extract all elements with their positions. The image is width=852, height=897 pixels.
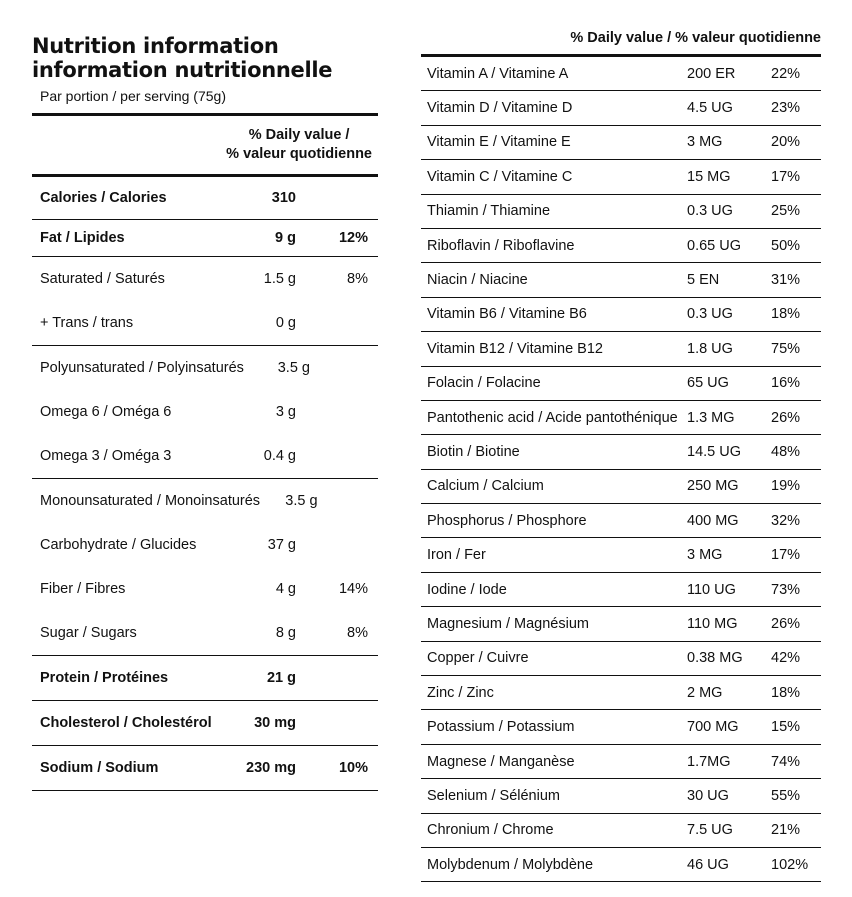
vitamin-dv: 22% xyxy=(771,65,801,82)
vitamin-amount: 250 MG xyxy=(687,478,739,495)
vitamin-label: Chronium / Chrome xyxy=(427,822,554,839)
vitamin-amount: 46 UG xyxy=(687,856,729,873)
dv-header xyxy=(226,126,372,164)
vitamin-label: Copper / Cuivre xyxy=(427,650,529,667)
nutrient-amount: 30 mg xyxy=(254,715,296,731)
vitamin-amount: 3 MG xyxy=(687,547,723,564)
vitamin-row xyxy=(421,91,821,125)
vitamin-label: Riboflavin / Riboflavine xyxy=(427,237,575,254)
nutrient-row xyxy=(32,177,378,219)
vitamin-label: Thiamin / Thiamine xyxy=(427,203,551,220)
vitamin-dv: 26% xyxy=(771,409,801,426)
nutrient-amount: 1.5 g xyxy=(263,271,296,287)
vitamin-amount: 0.65 UG xyxy=(687,237,741,254)
vitamin-row xyxy=(421,814,821,848)
nutrient-label: Omega 3 / Oméga 3 xyxy=(40,448,172,464)
nutrient-label: Fiber / Fibres xyxy=(40,581,126,597)
vitamin-label: Vitamin A / Vitamine A xyxy=(427,65,569,82)
vitamin-label: Phosphorus / Phosphore xyxy=(427,512,587,529)
vitamin-label: Vitamin E / Vitamine E xyxy=(427,134,571,151)
dv-header-block xyxy=(32,113,378,177)
vitamin-amount: 0.3 UG xyxy=(687,203,733,220)
vitamin-row xyxy=(421,676,821,710)
vitamin-dv: 23% xyxy=(771,100,801,117)
vitamin-amount: 400 MG xyxy=(687,512,739,529)
vitamin-label: Iodine / Iode xyxy=(427,581,507,598)
vitamin-dv: 26% xyxy=(771,615,801,632)
vitamin-amount: 200 ER xyxy=(687,65,736,82)
vitamin-row xyxy=(421,642,821,676)
vitamin-dv: 18% xyxy=(771,306,801,323)
vitamin-row xyxy=(421,263,821,297)
vitamin-row xyxy=(421,367,821,401)
nutrition-panel xyxy=(32,34,378,791)
vitamin-dv: 21% xyxy=(771,822,801,839)
nutrient-row xyxy=(32,256,378,301)
vitamin-amount: 700 MG xyxy=(687,719,739,736)
vitamin-amount: 7.5 UG xyxy=(687,822,733,839)
dv-header-line1: % Daily value / xyxy=(248,127,350,143)
vitamin-row xyxy=(421,57,821,91)
vitamin-row xyxy=(421,538,821,572)
vitamins-dv-header: % Daily value / % valeur quotidienne xyxy=(570,30,821,46)
nutrient-label: Sugar / Sugars xyxy=(40,625,137,641)
vitamin-amount: 3 MG xyxy=(687,134,723,151)
nutrient-row xyxy=(32,611,378,655)
nutrient-label: Omega 6 / Oméga 6 xyxy=(40,404,172,420)
vitamin-amount: 1.8 UG xyxy=(687,340,733,357)
nutrient-label: Polyunsaturated / Polyinsaturés xyxy=(40,360,244,376)
nutrient-row xyxy=(32,434,378,478)
vitamin-amount: 110 UG xyxy=(687,581,736,598)
dv-header-line2: % valeur quotidienne xyxy=(226,146,372,162)
nutrient-label: Carbohydrate / Glucides xyxy=(40,537,197,553)
nutrient-label: Protein / Protéines xyxy=(40,670,169,686)
nutrient-label: Cholesterol / Cholestérol xyxy=(40,715,212,731)
vitamin-dv: 75% xyxy=(771,340,801,357)
nutrient-amount: 8 g xyxy=(275,625,296,641)
table-end-rule xyxy=(32,790,378,791)
nutrient-amount: 4 g xyxy=(275,581,296,597)
nutrient-row xyxy=(32,219,378,256)
vitamin-label: Folacin / Folacine xyxy=(427,375,541,392)
vitamin-label: Iron / Fer xyxy=(427,547,486,564)
nutrient-amount: 230 mg xyxy=(246,760,296,776)
vitamin-label: Vitamin D / Vitamine D xyxy=(427,100,573,117)
vitamin-row xyxy=(421,332,821,366)
nutrient-table xyxy=(32,177,378,791)
nutrient-row xyxy=(32,655,378,700)
vitamin-amount: 5 EN xyxy=(687,272,720,289)
nutrient-amount: 9 g xyxy=(275,230,296,246)
vitamin-amount: 14.5 UG xyxy=(687,443,741,460)
nutrient-amount: 0.4 g xyxy=(263,448,296,464)
vitamin-amount: 15 MG xyxy=(687,168,731,185)
vitamin-label: Molybdenum / Molybdène xyxy=(427,856,594,873)
nutrient-row xyxy=(32,523,378,567)
vitamin-dv: 16% xyxy=(771,375,801,392)
vitamin-amount: 0.38 MG xyxy=(687,650,743,667)
nutrient-dv: 14% xyxy=(338,581,368,597)
vitamin-row xyxy=(421,848,821,882)
vitamin-label: Calcium / Calcium xyxy=(427,478,544,495)
vitamin-label: Pantothenic acid / Acide pantothénique xyxy=(427,409,678,426)
vitamin-dv: 50% xyxy=(771,237,801,254)
vitamin-row xyxy=(421,435,821,469)
nutrient-dv: 8% xyxy=(347,271,368,287)
nutrient-dv: 12% xyxy=(338,230,368,246)
vitamin-dv: 55% xyxy=(771,787,801,804)
vitamin-amount: 1.7MG xyxy=(687,753,731,770)
vitamin-row xyxy=(421,504,821,538)
nutrient-row xyxy=(32,700,378,745)
vitamin-row xyxy=(421,573,821,607)
title-french: information nutritionnelle xyxy=(32,58,333,82)
vitamin-dv: 17% xyxy=(771,168,801,185)
nutrient-label: Sodium / Sodium xyxy=(40,760,159,776)
nutrient-label: + Trans / trans xyxy=(40,315,134,331)
vitamin-dv: 25% xyxy=(771,203,801,220)
nutrient-label: Fat / Lipides xyxy=(40,230,125,246)
vitamin-amount: 110 MG xyxy=(687,615,738,632)
nutrient-label: Calories / Calories xyxy=(40,190,167,206)
nutrient-amount: 310 xyxy=(271,190,296,206)
nutrient-label: Monounsaturated / Monoinsaturés xyxy=(40,493,261,509)
nutrient-row xyxy=(32,345,378,390)
vitamin-label: Magnesium / Magnésium xyxy=(427,615,589,632)
nutrient-amount: 0 g xyxy=(275,315,296,331)
nutrient-amount: 37 g xyxy=(267,537,296,553)
serving-size: Par portion / per serving (75g) xyxy=(40,88,226,104)
vitamin-label: Vitamin B6 / Vitamine B6 xyxy=(427,306,587,323)
nutrient-amount: 3 g xyxy=(275,404,296,420)
vitamin-row xyxy=(421,298,821,332)
nutrient-amount: 3.5 g xyxy=(277,360,310,376)
vitamin-dv: 17% xyxy=(771,547,801,564)
vitamin-row xyxy=(421,710,821,744)
nutrient-amount: 21 g xyxy=(266,670,296,686)
vitamin-label: Selenium / Sélénium xyxy=(427,787,560,804)
nutrient-row xyxy=(32,567,378,611)
vitamin-row xyxy=(421,779,821,813)
vitamin-row xyxy=(421,195,821,229)
vitamin-amount: 30 UG xyxy=(687,787,729,804)
vitamin-dv: 74% xyxy=(771,753,801,770)
vitamin-label: Magnese / Manganèse xyxy=(427,753,575,770)
vitamin-row xyxy=(421,607,821,641)
nutrient-amount: 3.5 g xyxy=(285,493,318,509)
vitamin-label: Niacin / Niacine xyxy=(427,272,528,289)
nutrient-row xyxy=(32,745,378,790)
vitamin-amount: 65 UG xyxy=(687,375,729,392)
vitamin-amount: 4.5 UG xyxy=(687,100,733,117)
vitamin-row xyxy=(421,470,821,504)
vitamin-dv: 15% xyxy=(771,719,801,736)
title-english: Nutrition information xyxy=(32,34,279,58)
vitamin-label: Vitamin B12 / Vitamine B12 xyxy=(427,340,603,357)
nutrient-row xyxy=(32,301,378,345)
vitamin-amount: 1.3 MG xyxy=(687,409,735,426)
vitamin-dv: 73% xyxy=(771,581,801,598)
vitamin-dv: 18% xyxy=(771,684,801,701)
nutrient-label: Saturated / Saturés xyxy=(40,271,165,287)
vitamin-table xyxy=(421,54,821,882)
vitamin-label: Vitamin C / Vitamine C xyxy=(427,168,573,185)
vitamin-dv: 102% xyxy=(771,856,809,873)
vitamin-dv: 20% xyxy=(771,134,801,151)
nutrient-dv: 8% xyxy=(347,625,368,641)
vitamin-row xyxy=(421,126,821,160)
vitamin-label: Zinc / Zinc xyxy=(427,684,494,701)
nutrient-row xyxy=(32,390,378,434)
nutrient-row xyxy=(32,478,378,523)
vitamin-amount: 0.3 UG xyxy=(687,306,733,323)
vitamin-label: Potassium / Potassium xyxy=(427,719,575,736)
vitamin-amount: 2 MG xyxy=(687,684,723,701)
vitamin-row xyxy=(421,401,821,435)
vitamin-dv: 31% xyxy=(771,272,801,289)
vitamin-label: Biotin / Biotine xyxy=(427,443,520,460)
vitamin-row xyxy=(421,229,821,263)
vitamin-dv: 19% xyxy=(771,478,801,495)
vitamins-panel xyxy=(421,22,821,882)
vitamin-row xyxy=(421,160,821,194)
nutrient-dv: 10% xyxy=(338,760,368,776)
vitamin-dv: 32% xyxy=(771,512,801,529)
vitamin-dv: 42% xyxy=(771,650,801,667)
vitamin-row xyxy=(421,745,821,779)
vitamin-dv: 48% xyxy=(771,443,801,460)
